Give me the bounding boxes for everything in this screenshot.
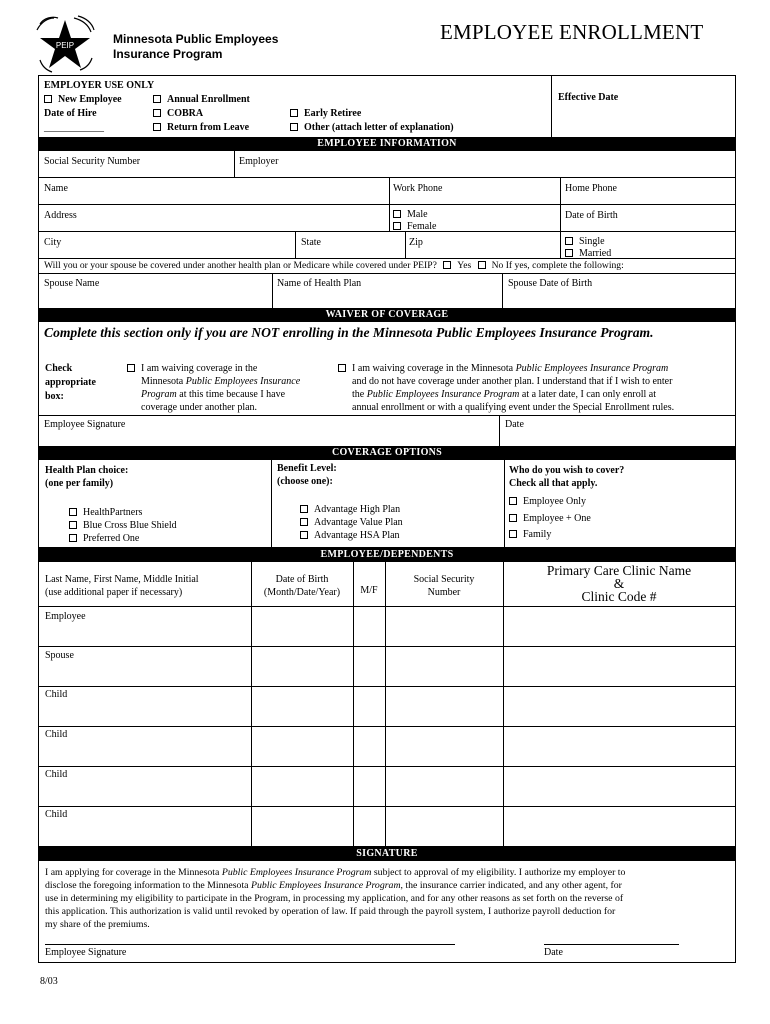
enrollment-form: [38, 75, 736, 963]
date-of-hire-label: Date of Hire: [44, 108, 97, 119]
other-option[interactable]: Other (attach letter of explanation): [290, 122, 454, 134]
col-ssn-header: Social Security Number: [413, 574, 475, 598]
benefit-level-option[interactable]: Advantage Value Plan: [300, 516, 403, 529]
dependent-row-child[interactable]: Child: [45, 689, 68, 700]
benefit-level-option[interactable]: Advantage HSA Plan: [300, 529, 403, 542]
return-from-leave-option[interactable]: Return from Leave: [153, 122, 249, 134]
checkbox-icon[interactable]: [153, 95, 161, 103]
health-plan-options: [69, 506, 177, 545]
employer-use-heading: EMPLOYER USE ONLY: [44, 80, 155, 91]
checkbox-icon[interactable]: [509, 514, 517, 522]
no-option[interactable]: No If yes, complete the following:: [474, 260, 624, 271]
cover-option[interactable]: Employee Only: [509, 494, 591, 511]
checkbox-icon[interactable]: [44, 95, 52, 103]
early-retiree-option[interactable]: Early Retiree: [290, 108, 361, 120]
single-option[interactable]: Single: [565, 236, 605, 248]
female-option[interactable]: Female: [393, 221, 436, 233]
health-plan-option[interactable]: HealthPartners: [69, 506, 177, 519]
date-of-hire-field[interactable]: ____________: [44, 122, 104, 133]
dependent-row-child[interactable]: Child: [45, 809, 68, 820]
benefit-level-options: [300, 503, 403, 542]
benefit-level-label: Benefit Level: (choose one):: [277, 463, 337, 487]
cover-option[interactable]: Employee + One: [509, 511, 591, 528]
checkbox-icon[interactable]: [69, 508, 77, 516]
checkbox-icon[interactable]: [153, 123, 161, 131]
dependent-row-spouse[interactable]: Spouse: [45, 650, 74, 661]
checkbox-icon[interactable]: [509, 497, 517, 505]
checkbox-icon[interactable]: [153, 109, 161, 117]
health-plan-choice-label: Health Plan choice: (one per family): [45, 465, 129, 489]
form-title: EMPLOYEE ENROLLMENT: [440, 20, 704, 44]
work-phone-field[interactable]: Work Phone: [393, 183, 443, 194]
checkbox-icon[interactable]: [300, 531, 308, 539]
home-phone-field[interactable]: Home Phone: [565, 183, 617, 194]
coverage-options-heading: COVERAGE OPTIONS: [39, 446, 735, 460]
checkbox-icon[interactable]: [393, 210, 401, 218]
waiver-signature-field[interactable]: Employee Signature: [44, 419, 126, 430]
waiver-date-field[interactable]: Date: [505, 419, 524, 430]
who-to-cover-label: Who do you wish to cover? Check all that apply.: [509, 465, 625, 489]
address-field[interactable]: Address: [44, 210, 77, 221]
yes-option[interactable]: Yes: [439, 260, 471, 271]
waiver-option-other-coverage[interactable]: I am waiving coverage in the Minnesota Public Employees Insurance Program at this time because I have coverage under another plan.: [127, 362, 300, 414]
signature-date-label: Date: [544, 947, 563, 958]
checkbox-icon[interactable]: [565, 249, 573, 257]
svg-text:PEIP: PEIP: [55, 41, 75, 50]
cobra-option[interactable]: COBRA: [153, 108, 203, 120]
checkbox-icon[interactable]: [509, 530, 517, 538]
benefit-level-option[interactable]: Advantage High Plan: [300, 503, 403, 516]
who-to-cover-options: [509, 494, 591, 544]
employee-information-heading: EMPLOYEE INFORMATION: [39, 137, 735, 151]
state-field[interactable]: State: [301, 237, 321, 248]
organization-name: Minnesota Public Employees Insurance Program: [113, 32, 279, 61]
checkbox-icon[interactable]: [300, 505, 308, 513]
col-name-header: Last Name, First Name, Middle Initial (use additional paper if necessary): [45, 574, 199, 598]
annual-enrollment-option[interactable]: Annual Enrollment: [153, 94, 250, 106]
ssn-field[interactable]: Social Security Number: [44, 156, 141, 167]
peip-logo: [34, 14, 96, 76]
name-field[interactable]: Name: [44, 183, 68, 194]
dependent-row-child[interactable]: Child: [45, 769, 68, 780]
employer-field[interactable]: Employer: [239, 156, 279, 167]
signature-date-line[interactable]: [544, 944, 679, 945]
other-plan-question: Will you or your spouse be covered under another health plan or Medicare while covered under PEIP? Yes No If yes, complete the following:: [44, 260, 624, 271]
checkbox-icon[interactable]: [290, 123, 298, 131]
checkbox-icon[interactable]: [393, 222, 401, 230]
new-employee-option[interactable]: New Employee: [44, 94, 122, 106]
date-of-birth-field[interactable]: Date of Birth: [565, 210, 618, 221]
spouse-dob-field[interactable]: Spouse Date of Birth: [508, 278, 593, 289]
checkbox-icon[interactable]: [478, 261, 486, 269]
checkbox-icon[interactable]: [69, 534, 77, 542]
col-dob-header: Date of Birth (Month/Date/Year): [263, 574, 341, 598]
form-version: 8/03: [40, 976, 58, 987]
checkbox-icon[interactable]: [290, 109, 298, 117]
checkbox-icon[interactable]: [127, 364, 135, 372]
dependent-row-child[interactable]: Child: [45, 729, 68, 740]
male-option[interactable]: Male: [393, 209, 428, 221]
waiver-instruction: Complete this section only if you are NOT enrolling in the Minnesota Public Employees Insurance Program.: [44, 325, 654, 340]
checkbox-icon[interactable]: [338, 364, 346, 372]
employee-signature-label: Employee Signature: [45, 947, 127, 958]
effective-date-label: Effective Date: [558, 92, 619, 103]
waiver-option-no-coverage[interactable]: I am waiving coverage in the Minnesota Public Employees Insurance Program and do not have coverage under another plan. I understand that if I wish to enter the Public Employees Insurance Program at a later date, I can only enroll at annual enrollment or with a qualifying event under the Special Enrollment rules.: [338, 362, 674, 414]
checkbox-icon[interactable]: [300, 518, 308, 526]
dependents-heading: EMPLOYEE/DEPENDENTS: [39, 547, 735, 562]
authorization-text: I am applying for coverage in the Minnesota Public Employees Insurance Program subject to approval of my eligibility. I authorize my employer to disclose the foregoing information to the Minnesota Public Employees Insurance Program, the insurance carrier indicated, and any other agent, for use in determining my eligibility to participate in the Program, in processing my application, and for any other reasons as set forth on the reverse of this application. This authorization is valid until revoked by operation of law. If paid through the payroll system, I authorize payroll deduction for my share of the premiums.: [45, 867, 626, 930]
checkbox-icon[interactable]: [69, 521, 77, 529]
married-option[interactable]: Married: [565, 248, 611, 260]
waiver-heading: WAIVER OF COVERAGE: [39, 308, 735, 322]
health-plan-option[interactable]: Blue Cross Blue Shield: [69, 519, 177, 532]
health-plan-option[interactable]: Preferred One: [69, 532, 177, 545]
spouse-name-field[interactable]: Spouse Name: [44, 278, 100, 289]
dependent-row-employee[interactable]: Employee: [45, 611, 86, 622]
col-mf-header: M/F: [360, 585, 378, 596]
col-clinic-header: Primary Care Clinic Name & Clinic Code #: [546, 563, 692, 604]
city-field[interactable]: City: [44, 237, 62, 248]
employee-signature-line[interactable]: [45, 944, 455, 945]
checkbox-icon[interactable]: [565, 237, 573, 245]
zip-field[interactable]: Zip: [409, 237, 423, 248]
cover-option[interactable]: Family: [509, 527, 591, 544]
check-box-label: Check appropriate box:: [45, 363, 96, 402]
health-plan-name-field[interactable]: Name of Health Plan: [277, 278, 362, 289]
signature-heading: SIGNATURE: [39, 846, 735, 861]
checkbox-icon[interactable]: [443, 261, 451, 269]
